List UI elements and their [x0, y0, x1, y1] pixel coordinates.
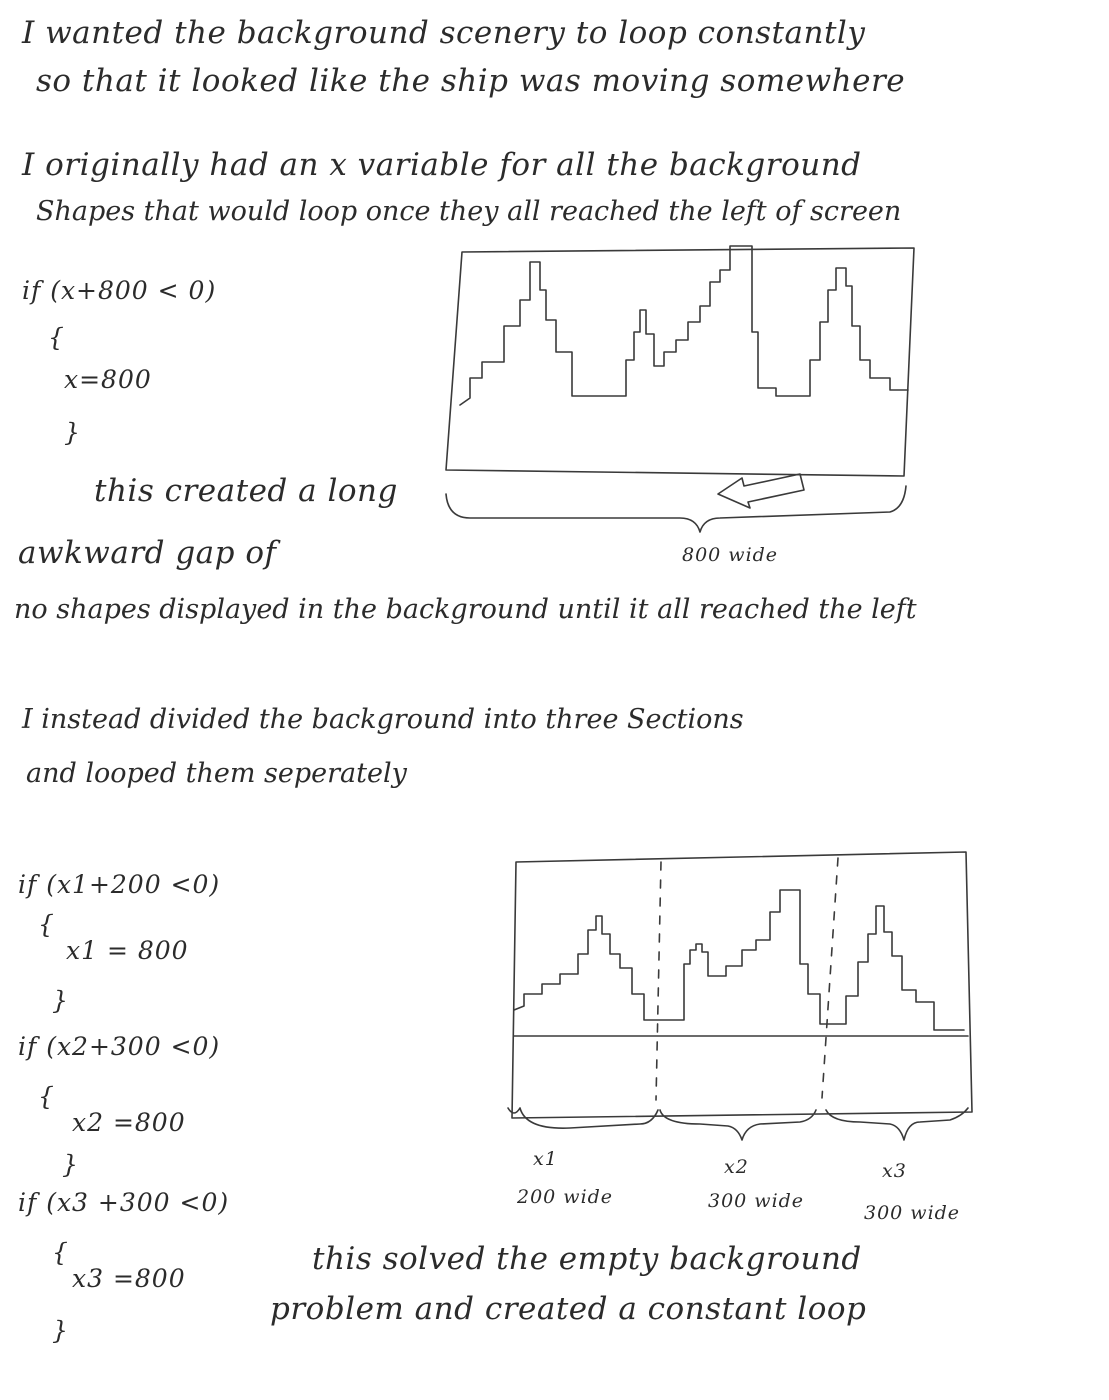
sketch2-x1-width: 200 wide [517, 1186, 614, 1208]
code-x1-open-brace: { [38, 910, 55, 939]
note-line-7: no shapes displayed in the background until it all reached the left [14, 594, 917, 625]
code-x1-condition: if (x1+200 <0) [18, 870, 221, 899]
code-x3-condition: if (x3 +300 <0) [18, 1188, 230, 1217]
note-line-9: and looped them seperately [26, 758, 407, 789]
sketch2-x3-width: 300 wide [864, 1202, 961, 1224]
code-x2-condition: if (x2+300 <0) [18, 1032, 221, 1061]
code-x1-assignment: x1 = 800 [66, 936, 189, 965]
note-line-11: problem and created a constant loop [270, 1291, 867, 1327]
code-x2-close-brace: } [62, 1150, 79, 1179]
sketch2-x1-label: x1 [533, 1148, 558, 1170]
sketch1-skyline [460, 246, 908, 405]
code-open-brace: { [48, 323, 65, 352]
code-assignment: x=800 [64, 365, 152, 394]
note-line-1: I wanted the background scenery to loop constantly [22, 15, 866, 51]
note-line-6: awkward gap of [18, 535, 277, 571]
sketch1-brace [446, 486, 906, 532]
note-line-5: this created a long [94, 473, 398, 509]
note-line-3: I originally had an x variable for all the background [22, 147, 862, 183]
code-x3-assignment: x3 =800 [72, 1264, 186, 1293]
sketch2-frame [512, 852, 972, 1118]
code-x2-assignment: x2 =800 [72, 1108, 186, 1137]
sketch2-x2-label: x2 [724, 1156, 749, 1178]
sketch1-frame [446, 248, 914, 476]
sketch2-x3-label: x3 [882, 1160, 907, 1182]
note-line-8: I instead divided the background into three Sections [22, 704, 744, 735]
sketch2-x2-width: 300 wide [708, 1190, 805, 1212]
note-line-10: this solved the empty background [312, 1241, 862, 1277]
sketch1-width-label: 800 wide [682, 544, 779, 566]
note-line-2: so that it looked like the ship was moving somewhere [36, 63, 906, 99]
code-x1-close-brace: } [52, 986, 69, 1015]
code-x2-open-brace: { [38, 1082, 55, 1111]
code-x3-close-brace: } [52, 1316, 69, 1345]
left-arrow-icon [718, 474, 804, 508]
sketch2-skyline [514, 890, 964, 1030]
code-x3-open-brace: { [52, 1238, 69, 1267]
code-close-brace: } [64, 418, 81, 447]
sketch2-divider-1 [656, 862, 661, 1100]
sketch2-divider-2 [822, 858, 838, 1098]
note-line-4: Shapes that would loop once they all reached the left of screen [36, 196, 902, 227]
code-condition: if (x+800 < 0) [22, 276, 217, 305]
